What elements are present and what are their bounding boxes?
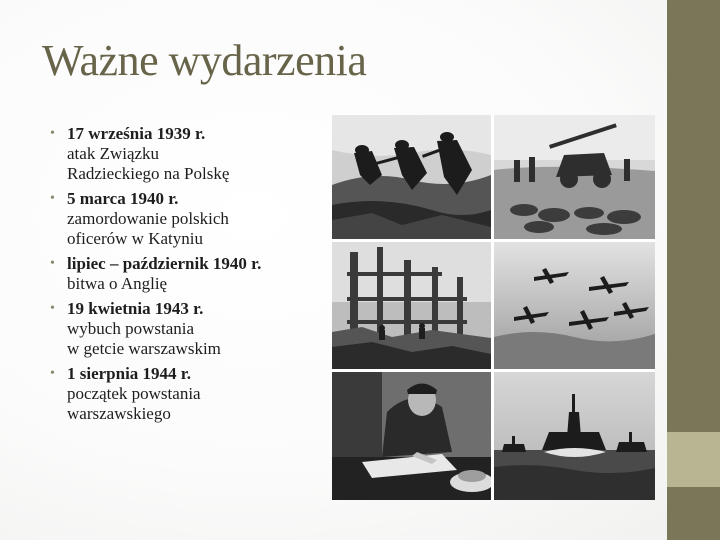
event-item	[50, 364, 330, 424]
event-item	[50, 189, 330, 249]
event-date: 5 marca 1940 r.	[67, 189, 179, 208]
event-item	[50, 124, 330, 184]
event-description: bitwa o Anglię	[67, 274, 168, 293]
event-description: atak Związku Radzieckiego na Polskę	[67, 144, 230, 183]
slide-title: Ważne wydarzenia	[42, 36, 367, 85]
event-date: lipiec – październik 1940 r.	[67, 254, 262, 273]
photo-planes-formation	[494, 242, 655, 369]
event-description: zamordowanie polskich oficerów w Katyniu	[67, 209, 229, 248]
bullet-icon: •	[50, 366, 55, 381]
photo-ruined-building	[332, 242, 491, 369]
side-decor-accent	[667, 432, 720, 487]
event-date: 1 sierpnia 1944 r.	[67, 364, 192, 383]
bullet-icon: •	[50, 191, 55, 206]
bullet-icon: •	[50, 126, 55, 141]
photo-collage	[332, 115, 655, 500]
bullet-icon: •	[50, 256, 55, 271]
photo-warships	[494, 372, 655, 500]
event-date: 19 kwietnia 1943 r.	[67, 299, 204, 318]
event-description: początek powstania warszawskiego	[67, 384, 201, 423]
event-item	[50, 254, 330, 294]
bullet-icon: •	[50, 301, 55, 316]
event-date: 17 września 1939 r.	[67, 124, 206, 143]
event-item	[50, 299, 330, 359]
photo-soldiers-advancing	[332, 115, 491, 239]
event-description: wybuch powstania w getcie warszawskim	[67, 319, 221, 358]
event-list	[50, 124, 330, 429]
photo-officer-signing	[332, 372, 491, 500]
photo-artillery	[494, 115, 655, 239]
